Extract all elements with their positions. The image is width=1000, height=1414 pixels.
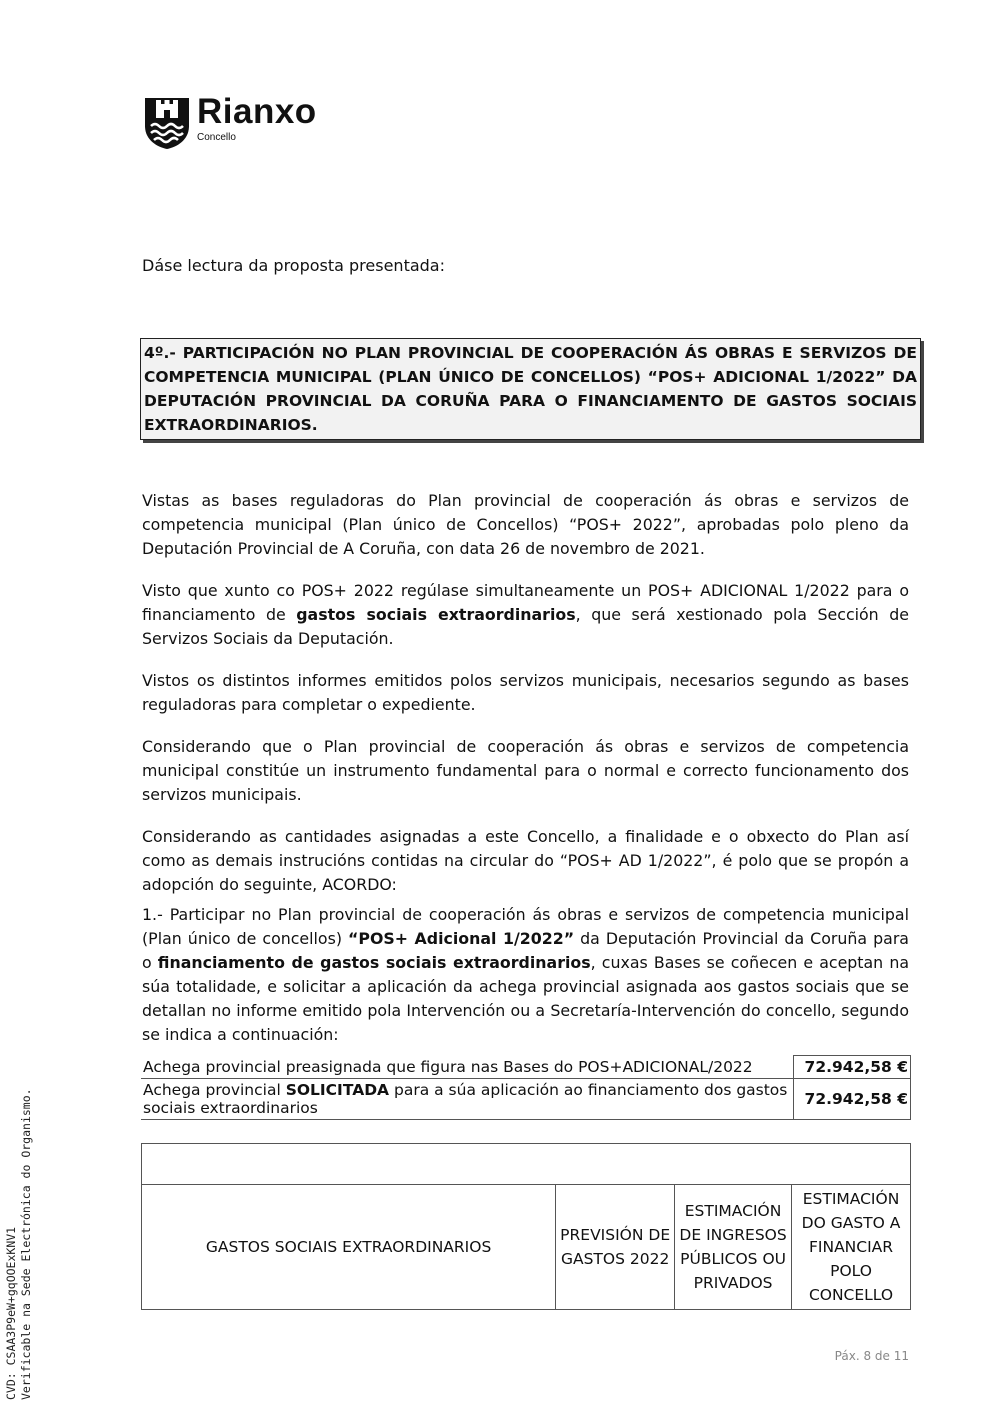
paragraph-3: Vistos os distintos informes emitidos polos servizos municipais, necesarios segundo as bases reguladoras para completar o expediente.	[142, 671, 909, 714]
paragraph-2: Visto que xunto co POS+ 2022 regúlase simultaneamente un POS+ ADICIONAL 1/2022 para o financiamento de gastos sociais extraordinarios, que será xestionado pola Sección de Servizos Sociais da Deputación.	[142, 581, 909, 648]
rianxo-shield-icon	[143, 96, 191, 150]
table-row	[141, 1056, 911, 1079]
funds-amount-preassigned: 72.942,58 €	[794, 1056, 911, 1079]
agenda-item-title: 4º.- PARTICIPACIÓN NO PLAN PROVINCIAL DE COOPERACIÓN ÁS OBRAS E SERVIZOS DE COMPETENCIA MUNICIPAL (PLAN ÚNICO DE CONCELLOS) “POS+ ADICIONAL 1/2022” DA DEPUTACIÓN PROVINCIAL DA CORUÑA PARA O FINANCIAMENTO DE GASTOS SOCIAIS EXTRAORDINARIOS.	[140, 338, 921, 440]
verification-code	[4, 1088, 34, 1400]
funds-label-preassigned: Achega provincial preasignada que figura nas Bases do POS+ADICIONAL/2022	[141, 1056, 794, 1079]
expenses-table	[141, 1143, 911, 1310]
document-body	[142, 489, 909, 1053]
header-prevision: PREVISIÓN DE GASTOS 2022	[556, 1185, 675, 1310]
funds-amount-requested: 72.942,58 €	[794, 1079, 911, 1120]
header-ingresos: ESTIMACIÓN DE INGRESOS PÚBLICOS OU PRIVADOS	[675, 1185, 792, 1310]
table-row	[142, 1144, 911, 1185]
paragraph-6: 1.- Participar no Plan provincial de cooperación ás obras e servizos de competencia municipal (Plan único de concellos) “POS+ Adicional 1/2022” da Deputación Provincial da Coruña para o financiamento de gastos sociais extraordinarios, cuxas Bases se coñecen e aceptan na súa totalidade, e solicitar a aplicación da achega provincial asignada aos gastos sociais que se detallan no informe emitido pola Intervención ou a Secretaría-Intervención do concello, segundo se indica a continuación:	[142, 905, 910, 1044]
logo-subtitle: Concello	[197, 132, 236, 143]
intro-text: Dáse lectura da proposta presentada:	[142, 256, 445, 275]
paragraph-5: Considerando as cantidades asignadas a este Concello, a finalidade e o obxecto do Plan así como as demais instrucións contidas na circular do “POS+ AD 1/2022”, é polo que se propón a adopción do seguinte, ACORDO:	[142, 827, 909, 894]
rianxo-logo	[143, 92, 353, 152]
table-header-row	[142, 1185, 911, 1310]
header-gastos: GASTOS SOCIAIS EXTRAORDINARIOS	[142, 1185, 556, 1310]
page-number: Páx. 8 de 11	[834, 1349, 909, 1363]
paragraph-4: Considerando que o Plan provincial de cooperación ás obras e servizos de competencia municipal constitúe un instrumento fundamental para o normal e correcto funcionamento dos servizos municipais.	[142, 737, 909, 804]
cvd-line: Verificable na Sede Electrónica do Organismo.	[19, 1088, 33, 1400]
funds-table	[141, 1055, 911, 1120]
paragraph-1: Vistas as bases reguladoras do Plan provincial de cooperación ás obras e servizos de competencia municipal (Plan único de Concellos) “POS+ 2022”, aprobadas polo pleno da Deputación Provincial de A Coruña, con data 26 de novembro de 2021.	[142, 491, 909, 558]
cvd-line: CVD: CSAA3P9eW+gqOOExKNV1	[4, 1226, 18, 1400]
logo-name: Rianxo	[197, 92, 317, 131]
funds-label-requested: Achega provincial SOLICITADA para a súa aplicación ao financiamento dos gastos sociais extraordinarios	[141, 1079, 794, 1120]
table-row	[141, 1079, 911, 1120]
bold-phrase: gastos sociais extraordinarios	[296, 605, 576, 624]
header-estimacion: ESTIMACIÓN DO GASTO A FINANCIAR POLO CONCELLO	[792, 1185, 911, 1310]
empty-cell	[142, 1144, 911, 1185]
